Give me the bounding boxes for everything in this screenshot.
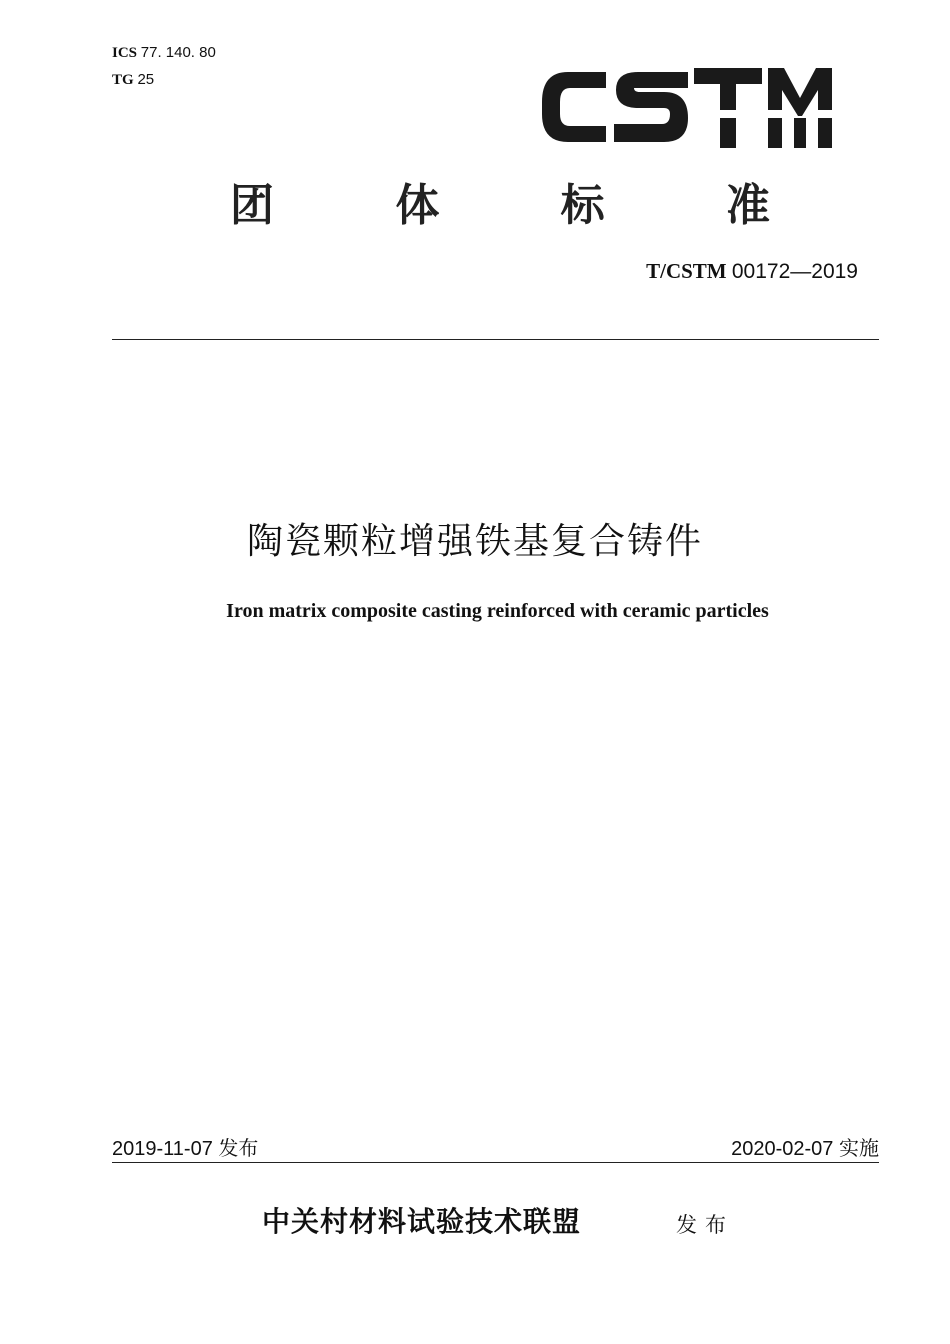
- tg-label: TG: [112, 72, 134, 88]
- implement-date-value: 2020-02-07: [731, 1138, 834, 1160]
- cstm-logo: [538, 62, 838, 154]
- ics-code: [112, 44, 216, 62]
- tg-code: [112, 71, 154, 89]
- publisher-name: 中关村材料试验技术联盟: [262, 1205, 582, 1238]
- publish-date-label: 发布: [218, 1136, 259, 1160]
- standard-type-char: 标: [560, 180, 605, 231]
- standard-type: [230, 180, 770, 232]
- standard-type-char: 团: [230, 180, 274, 231]
- publisher-action: 发布: [676, 1213, 734, 1237]
- ics-label: ICS: [112, 45, 138, 61]
- footer-divider: [112, 1162, 879, 1163]
- implement-date: [731, 1134, 879, 1163]
- publish-date-value: 2019-11-07: [112, 1138, 213, 1160]
- standard-number-value: 00172—2019: [731, 260, 858, 283]
- publish-date: [112, 1134, 258, 1163]
- title-english: Iron matrix composite casting reinforced with ceramic particles: [226, 600, 769, 622]
- ics-value: 77. 140. 80: [140, 44, 216, 61]
- standard-type-char: 准: [725, 180, 770, 231]
- standard-type-char: 体: [395, 180, 440, 231]
- standard-number: [646, 258, 858, 285]
- tg-value: 25: [137, 71, 155, 88]
- implement-date-label: 实施: [839, 1136, 879, 1160]
- standard-number-prefix: T/CSTM: [646, 259, 727, 283]
- header-divider: [112, 339, 879, 340]
- title-chinese: 陶瓷颗粒增强铁基复合铸件: [246, 521, 703, 562]
